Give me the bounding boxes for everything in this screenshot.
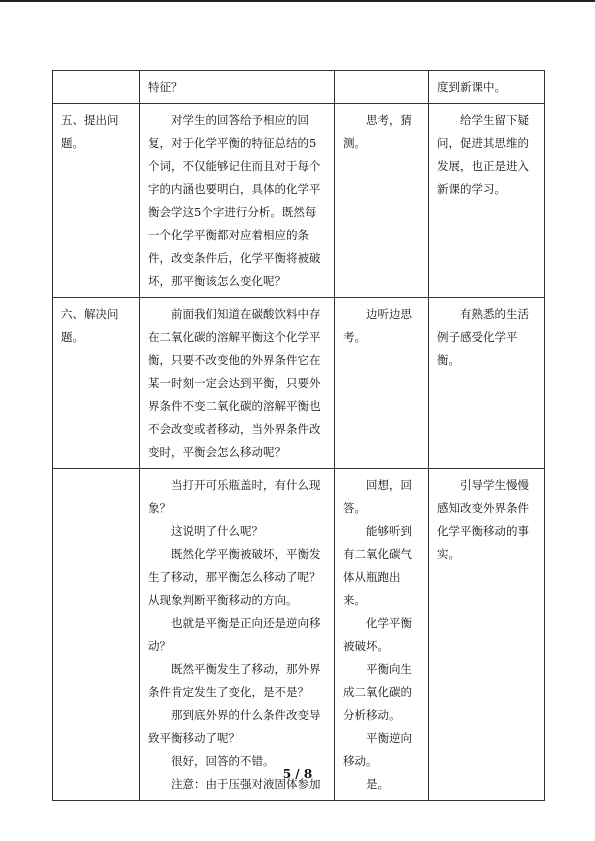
paragraph: 有熟悉的生活例子感受化学平衡。 xyxy=(437,307,529,367)
paragraph: 回想，回答。 xyxy=(343,478,412,515)
teacher-activity-cell xyxy=(140,104,335,298)
paragraph: 边听边思考。 xyxy=(343,307,412,344)
design-intent-cell xyxy=(429,104,545,298)
page-number: 5 / 8 xyxy=(282,767,313,781)
paragraph: 引导学生慢慢感知改变外界条件化学平衡移动的事实。 xyxy=(437,478,529,561)
paragraph: 度到新课中。 xyxy=(437,80,506,94)
student-activity-cell xyxy=(335,104,429,298)
stage-label: 五、提出问题。 xyxy=(61,113,119,150)
student-activity-cell xyxy=(335,298,429,469)
paragraph: 这说明了什么呢？ xyxy=(171,524,263,538)
paragraph: 给学生留下疑问，促进其思维的发展，也正是进入新课的学习。 xyxy=(437,113,529,196)
student-activity-cell xyxy=(335,71,429,104)
teacher-activity-cell xyxy=(140,298,335,469)
paragraph: 是。 xyxy=(366,777,389,791)
paragraph: 既然平衡发生了移动，那外界条件肯定发生了变化，是不是？ xyxy=(148,662,321,699)
teacher-activity-cell xyxy=(140,71,335,104)
table-row xyxy=(53,298,545,469)
design-intent-cell xyxy=(429,469,545,801)
lesson-plan-body xyxy=(53,71,545,801)
teacher-activity-cell xyxy=(140,469,335,801)
stage-cell xyxy=(53,469,140,801)
paragraph: 那到底外界的什么条件改变导致平衡移动了呢？ xyxy=(148,708,321,745)
stage-cell xyxy=(53,104,140,298)
header-rule xyxy=(0,0,595,2)
paragraph: 能够听到有二氧化碳气体从瓶跑出来。 xyxy=(343,524,412,607)
paragraph: 平衡逆向移动。 xyxy=(343,731,412,768)
paragraph: 注意：由于压强对液固体参加 xyxy=(171,777,321,791)
paragraph: 思考，猜测。 xyxy=(343,113,412,150)
table-row xyxy=(53,104,545,298)
paragraph: 也就是平衡是正向还是逆向移动？ xyxy=(148,616,321,653)
paragraph: 前面我们知道在碳酸饮料中存在二氧化碳的溶解平衡这个化学平衡，只要不改变他的外界条件它在某一时刻一定会达到平衡，只要外界条件不变二氧化碳的溶解平衡也不会改变或者移动，当外界条件改变时，平衡会怎么移动呢？ xyxy=(148,307,321,459)
table-row xyxy=(53,469,545,801)
design-intent-cell xyxy=(429,71,545,104)
paragraph: 既然化学平衡被破坏，平衡发生了移动，那平衡怎么移动了呢？从现象判断平衡移动的方向。 xyxy=(148,547,321,607)
paragraph: 当打开可乐瓶盖时，有什么现象？ xyxy=(148,478,321,515)
student-activity-cell xyxy=(335,469,429,801)
paragraph: 很好，回答的不错。 xyxy=(171,754,275,768)
paragraph: 平衡向生成二氧化碳的分析移动。 xyxy=(343,662,412,722)
paragraph: 特征？ xyxy=(148,80,183,94)
paragraph: 化学平衡被破坏。 xyxy=(343,616,412,653)
design-intent-cell xyxy=(429,298,545,469)
lesson-plan-table xyxy=(52,70,545,801)
stage-cell xyxy=(53,71,140,104)
stage-cell xyxy=(53,298,140,469)
paragraph: 对学生的回答给予相应的回复，对于化学平衡的特征总结的5个词，不仅能够记住而且对于每个字的内涵也要明白，具体的化学平衡会学这5个字进行分析。既然每一个化学平衡都对应着相应的条件，改变条件后，化学平衡将被破坏，那平衡该怎么变化呢？ xyxy=(148,113,321,288)
table-row xyxy=(53,71,545,104)
stage-label: 六、解决问题。 xyxy=(61,307,119,344)
